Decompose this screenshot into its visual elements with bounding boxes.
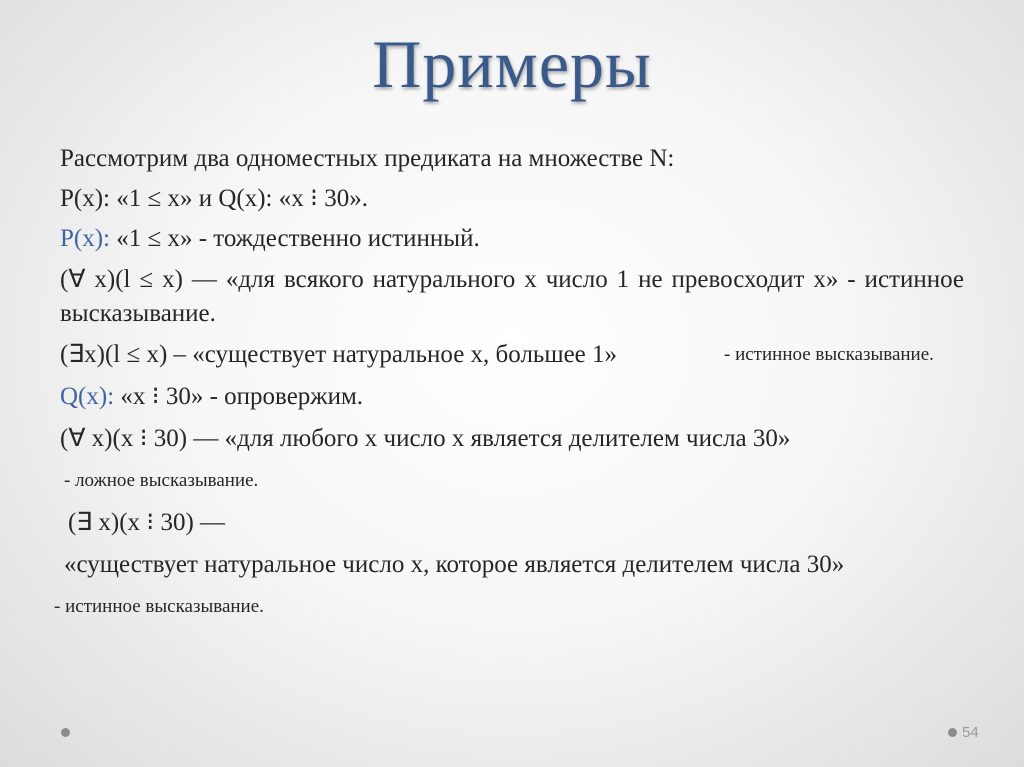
exists-q-quote: «существует натуральное число x, которое является делителем числа 30» [64, 551, 845, 578]
forall-q-line: (∀ x)(x ⁝ 30) — «для любого x число x является делителем числа 30» [60, 425, 791, 452]
intro-line: Рассмотрим два одноместных предиката на множестве N: [60, 145, 675, 172]
nav-dot-left-icon [61, 728, 70, 737]
exists-p-verdict: - истинное высказывание. [724, 344, 934, 365]
p-label: P(x): [60, 225, 110, 252]
nav-dot-right-icon [948, 728, 957, 737]
q-text: «x ⁝ 30» - опровержим. [114, 383, 364, 410]
q-label: Q(x): [60, 383, 115, 410]
page-number: 54 [962, 724, 979, 741]
forall-p-line: (∀ x)(l ≤ x) — «для всякого натурального x число 1 не превосходит x» - истинное высказывание. [60, 266, 964, 327]
exists-q-verdict: - истинное высказывание. [54, 596, 264, 617]
forall-q-verdict: - ложное высказывание. [64, 470, 259, 491]
definitions-line: P(x): «1 ≤ x» и Q(x): «x ⁝ 30». [60, 185, 368, 212]
q-statement-line [60, 382, 363, 412]
exists-p-line: (∃x)(l ≤ x) – «существует натуральное x, большее 1» [60, 341, 618, 368]
exists-q-line: (∃ x)(x ⁝ 30) — [68, 509, 226, 536]
p-text: «1 ≤ x» - тождественно истинный. [110, 225, 480, 252]
p-statement-line [60, 224, 480, 254]
slide-title: Примеры [372, 26, 652, 102]
